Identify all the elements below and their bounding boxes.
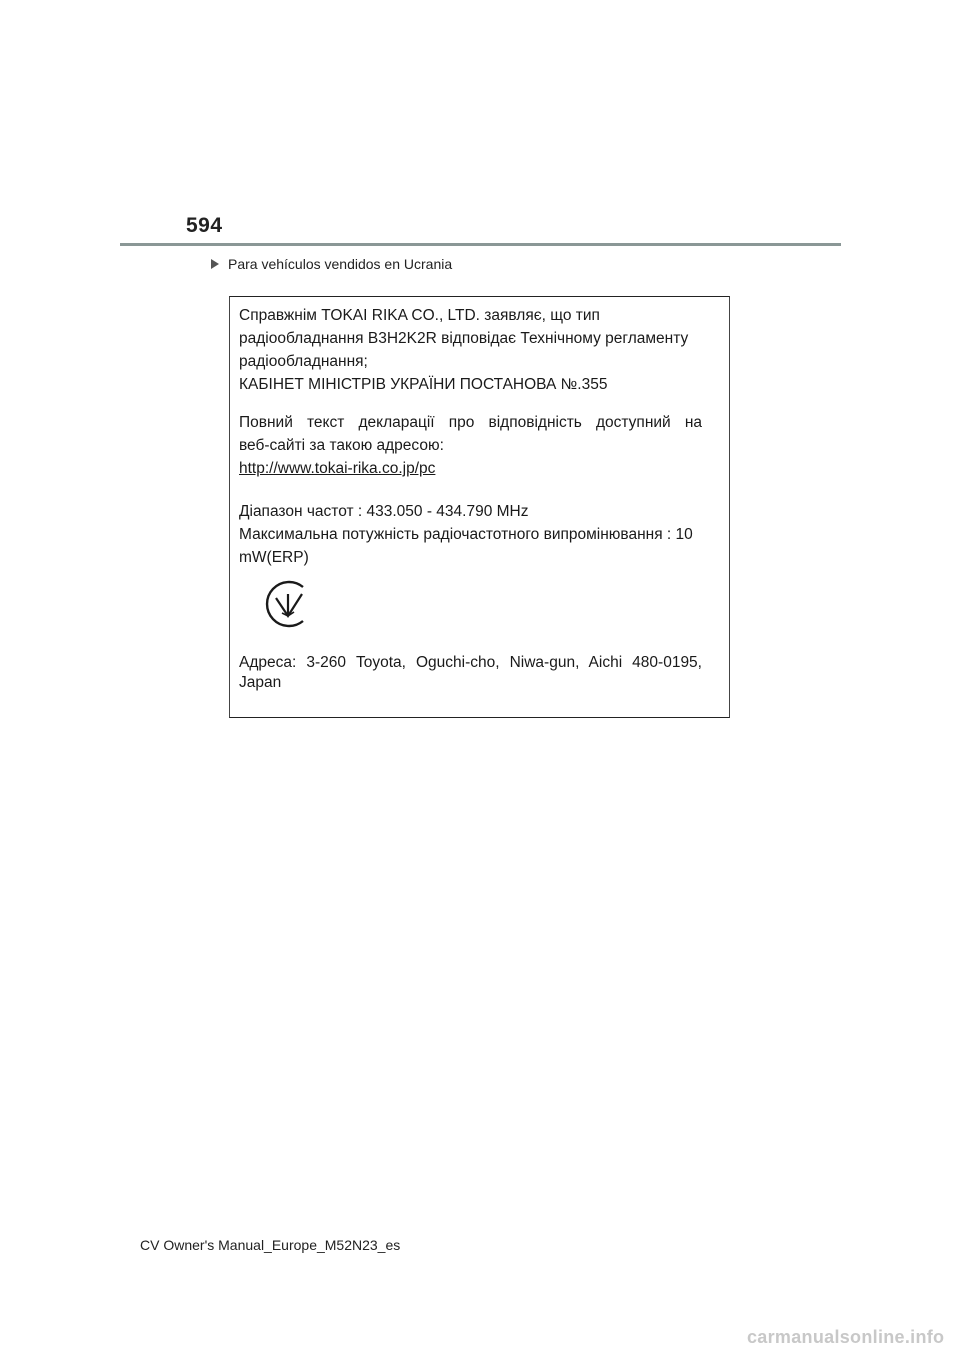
footer-manual-id: CV Owner's Manual_Europe_M52N23_es [140, 1237, 401, 1253]
declaration-line-1: Справжнім TOKAI RIKA CO., LTD. заявляє, що тип [239, 307, 600, 324]
triangle-bullet-icon [211, 259, 219, 269]
declaration-url[interactable] [239, 457, 435, 480]
declaration-line-5: Повний текст декларації про відповідність доступний на [239, 414, 702, 431]
declaration-line-4: КАБІНЕТ МІНІСТРІВ УКРАЇНИ ПОСТАНОВА №.355 [239, 376, 608, 393]
address-line-2: Japan [239, 674, 282, 691]
section-heading-text: Para vehículos vendidos en Ucrania [228, 256, 453, 272]
page-number: 594 [186, 214, 223, 237]
declaration-line-7: Діапазон частот : 433.050 - 434.790 MHz [239, 503, 529, 520]
section-heading [211, 256, 452, 272]
ukrainian-conformity-mark-icon [262, 578, 314, 630]
declaration-line-8: Максимальна потужність радіочастотного випромінювання : 10 [239, 526, 693, 543]
header-rule [120, 243, 841, 246]
declaration-line-6: веб-сайті за такою адресою: [239, 437, 444, 454]
watermark: carmanualsonline.info [747, 1327, 945, 1347]
declaration-line-9: mW(ERP) [239, 549, 309, 566]
address-line-1: Адреса: 3-260 Toyota, Oguchi-cho, Niwa-gun, Aichi 480-0195, [239, 654, 702, 671]
declaration-line-3: радіообладнання; [239, 353, 368, 370]
declaration-url-link[interactable]: http://www.tokai-rika.co.jp/pc [239, 460, 436, 477]
declaration-line-2: радіообладнання B3H2K2R відповідає Технічному регламенту [239, 330, 689, 347]
declaration-box [229, 296, 730, 718]
